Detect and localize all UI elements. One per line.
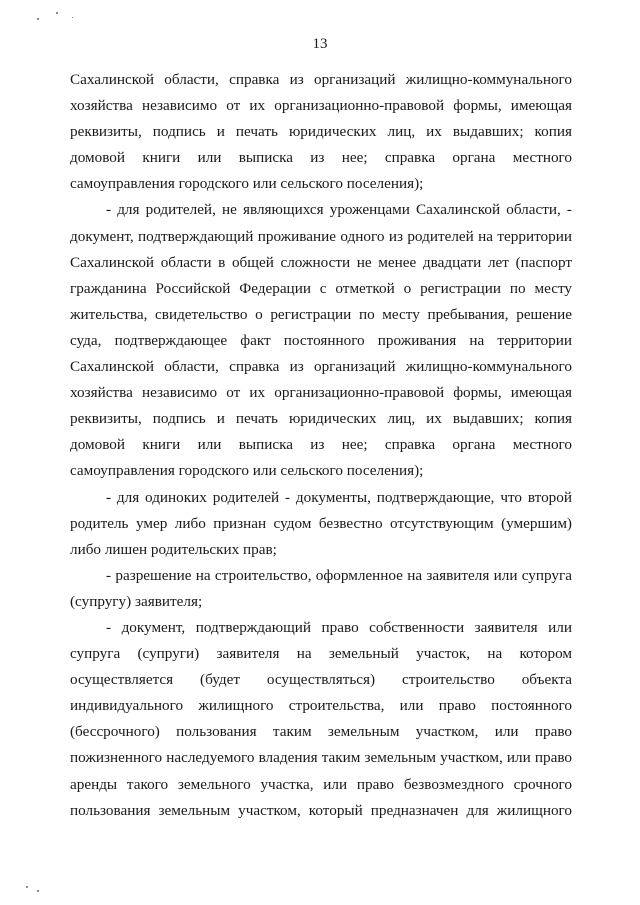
- page-number: 13: [312, 36, 328, 52]
- paragraph-land-ownership: - документ, подтверждающий право собственности заявителя или супруга (супруги) заявителя на земельный участок, на котором осуществляется (будет осуществляться) строительство объекта индивидуального жилищного строительства, или право постоянного (бессрочного) пользования таким земельным участком, или право пожизненного наследуемого владения таким земельным участком, или право аренды такого земельного участка, или право безвозмездного срочного пользования земельным участком, который предназначен для жилищного: [70, 618, 572, 819]
- paragraph-residence-proof-continued: Сахалинской области, справка из организаций жилищно-коммунального хозяйства независимо от их организационно-правовой формы, имеющая реквизиты, подпись и печать юридических лиц, их выдавших; копия домовой книги или выписка из нее; справка органа местного самоуправления городского или сельского поселения);: [70, 71, 572, 193]
- scan-speck: [37, 18, 39, 20]
- scan-speck: [56, 12, 58, 14]
- scan-speck: [72, 17, 73, 18]
- document-body: [70, 67, 572, 824]
- scan-speck: [37, 890, 39, 892]
- paragraph-single-parents: - для одиноких родителей - документы, подтверждающие, что второй родитель умер либо признан судом безвестно отсутствующим (умершим) либо лишен родительских прав;: [70, 488, 572, 558]
- scan-speck: [26, 886, 28, 888]
- paragraph-non-native-parents: - для родителей, не являющихся уроженцами Сахалинской области, - документ, подтверждающий проживание одного из родителей на территории Сахалинской области в общей сложности не менее двадцати лет (паспорт гражданина Российской Федерации с отметкой о регистрации по месту жительства, свидетельство о регистрации по месту пребывания, решение суда, подтверждающее факт постоянного проживания на территории Сахалинской области, справка из организаций жилищно-коммунального хозяйства независимо от их организационно-правовой формы, имеющая реквизиты, подпись и печать юридических лиц, их выдавших; копия домовой книги или выписка из нее; справка органа местного самоуправления городского или сельского поселения);: [70, 201, 572, 480]
- paragraph-building-permit: - разрешение на строительство, оформленное на заявителя или супруга (супругу) заявителя;: [70, 566, 572, 610]
